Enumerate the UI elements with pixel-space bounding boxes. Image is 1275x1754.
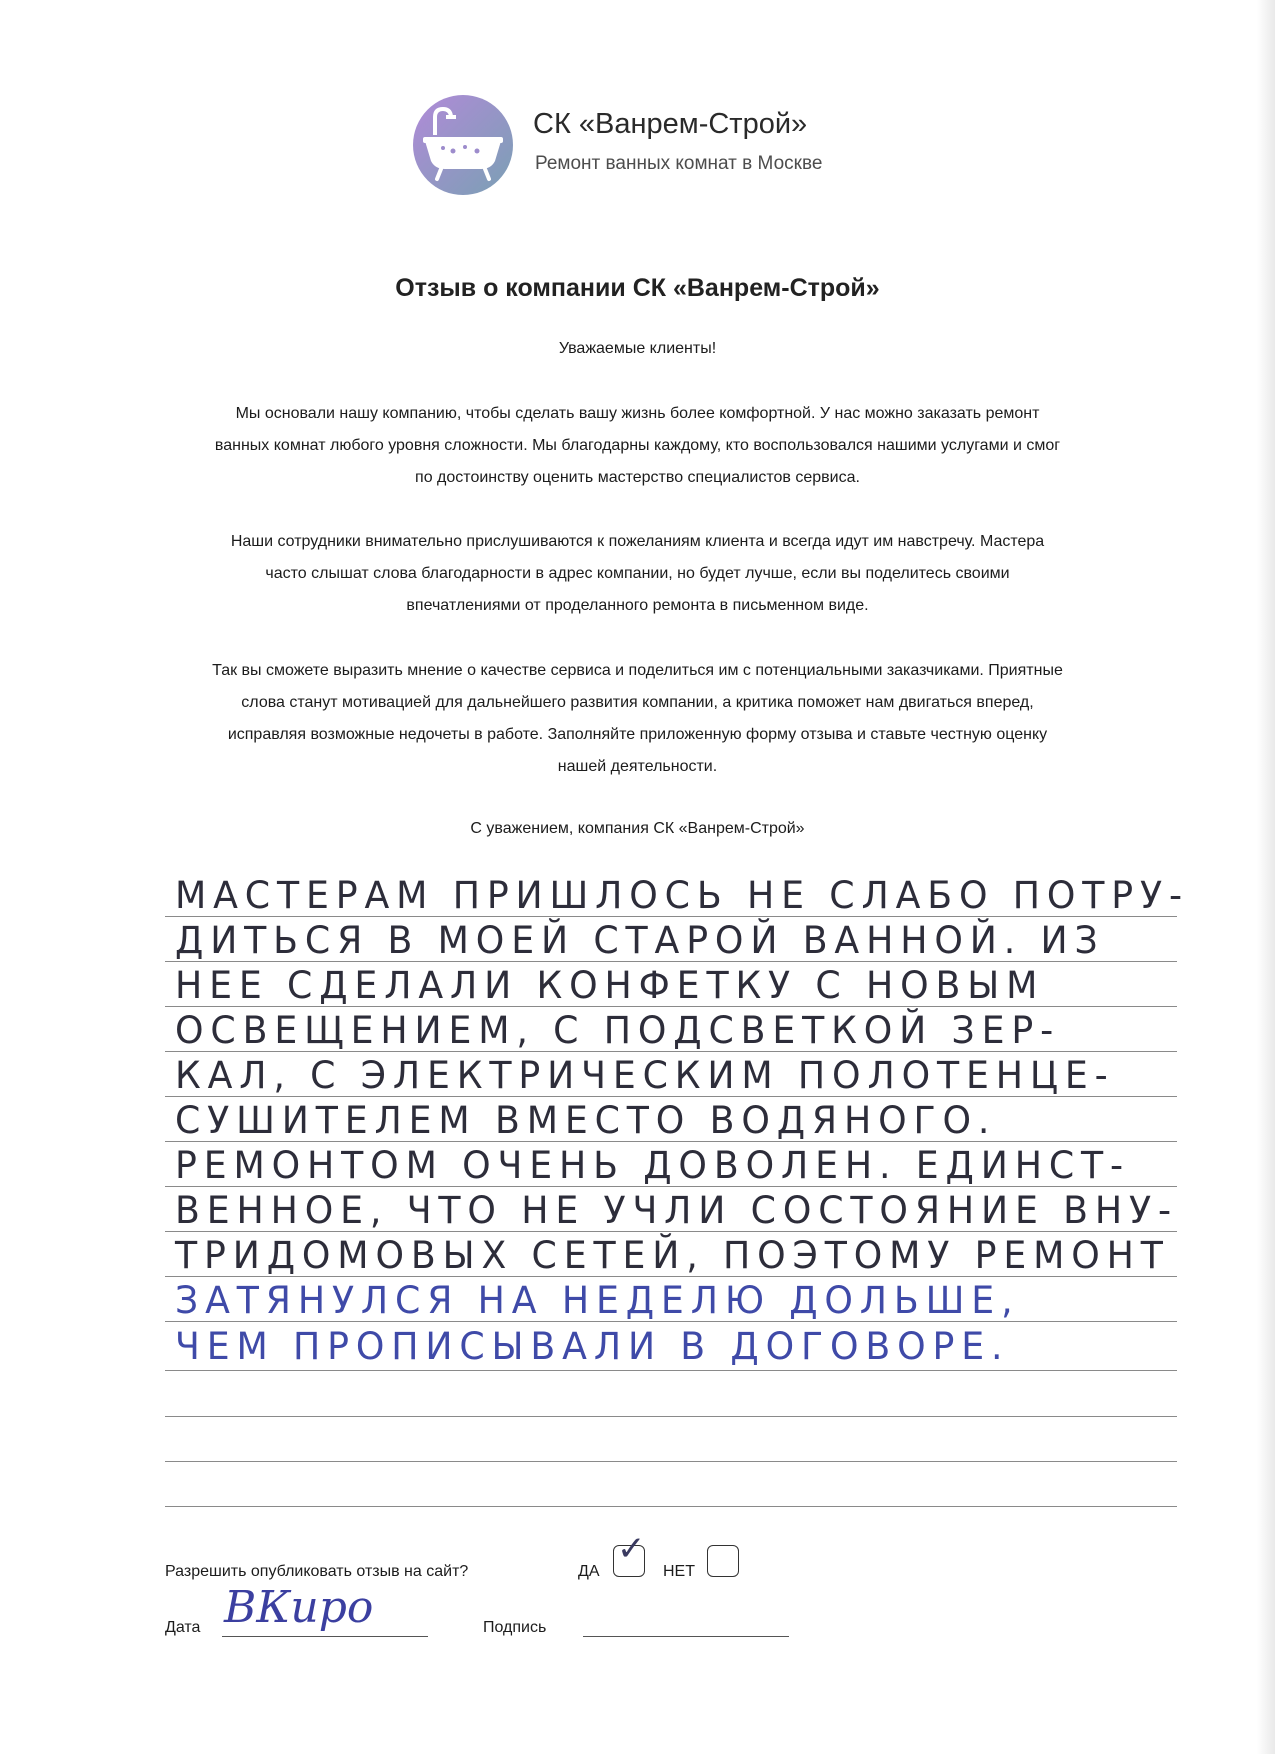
bathtub-logo xyxy=(413,95,513,195)
check-mark-icon: ✓ xyxy=(617,1530,646,1568)
paragraph-line: Мы основали нашу компанию, чтобы сделать вашу жизнь более комфортной. У нас можно заказать ремонт xyxy=(235,405,1040,422)
no-checkbox[interactable] xyxy=(707,1545,739,1577)
intro-paragraph-2 xyxy=(130,526,1145,622)
paragraph-line: исправляя возможные недочеты в работе. Заполняйте приложенную форму отзыва и ставьте честную оценку xyxy=(227,726,1048,743)
date-label: Дата xyxy=(165,1619,201,1636)
paragraph-line: нашей деятельности. xyxy=(557,758,718,775)
signature-line[interactable] xyxy=(583,1636,789,1637)
letter-signoff: С уважением, компания СК «Ванрем-Строй» xyxy=(470,820,805,837)
bathtub-icon xyxy=(413,95,513,195)
intro-paragraph-3 xyxy=(130,655,1145,783)
review-text-line: СУШИТЕЛЕМ ВМЕСТО ВОДЯНОГО. xyxy=(175,1099,997,1142)
review-text-line: МАСТЕРАМ ПРИШЛОСЬ НЕ СЛАБО ПОТРУ- xyxy=(175,874,1189,917)
ruled-line xyxy=(165,1416,1177,1417)
intro-paragraph-1 xyxy=(130,398,1145,494)
signature-label: Подпись xyxy=(483,1619,547,1636)
review-text-line: ДИТЬСЯ В МОЕЙ СТАРОЙ ВАННОЙ. ИЗ xyxy=(175,919,1105,962)
ruled-line xyxy=(165,1506,1177,1507)
date-handwritten: ВКиро xyxy=(224,1582,374,1633)
ruled-line xyxy=(165,1370,1177,1371)
greeting: Уважаемые клиенты! xyxy=(558,340,717,357)
brand-tagline: Ремонт ванных комнат в Москве xyxy=(535,153,823,174)
brand-name: СК «Ванрем-Строй» xyxy=(533,108,808,140)
paragraph-line: по достоинству оценить мастерство специалистов сервиса. xyxy=(415,469,860,486)
paragraph-line: часто слышат слова благодарности в адрес компании, но будет лучше, если вы поделитесь своими xyxy=(265,565,1010,582)
review-text-line: ОСВЕЩЕНИЕМ, С ПОДСВЕТКОЙ ЗЕР- xyxy=(175,1009,1061,1052)
publish-question: Разрешить опубликовать отзыв на сайт? xyxy=(165,1563,469,1580)
review-text-line: РЕМОНТОМ ОЧЕНЬ ДОВОЛЕН. ЕДИНСТ- xyxy=(175,1144,1130,1187)
paragraph-line: Так вы сможете выразить мнение о качестве сервиса и поделиться им с потенциальными заказчиками. Приятные xyxy=(212,662,1063,679)
paragraph-line: ванных комнат любого уровня сложности. Мы благодарны каждому, кто воспользовался нашими услугами и смог xyxy=(214,437,1061,454)
review-text-line: ТРИДОМОВЫХ СЕТЕЙ, ПОЭТОМУ РЕМОНТ xyxy=(175,1234,1170,1277)
yes-label: ДА xyxy=(578,1563,600,1580)
scan-edge-shadow xyxy=(1257,0,1275,1754)
yes-checkbox[interactable] xyxy=(613,1530,646,1577)
no-label: НЕТ xyxy=(663,1563,695,1580)
review-text-line: ВЕННОЕ, ЧТО НЕ УЧЛИ СОСТОЯНИЕ ВНУ- xyxy=(175,1189,1178,1232)
paragraph-line: впечатлениями от проделанного ремонта в письменном виде. xyxy=(406,597,869,614)
review-text-line: НЕЕ СДЕЛАЛИ КОНФЕТКУ С НОВЫМ xyxy=(175,964,1045,1007)
paragraph-line: Наши сотрудники внимательно прислушиваются к пожеланиям клиента и всегда идут им навстречу. Мастера xyxy=(230,533,1045,550)
review-text-line: ЧЕМ ПРОПИСЫВАЛИ В ДОГОВОРЕ. xyxy=(175,1325,1010,1368)
review-text-line: ЗАТЯНУЛСЯ НА НЕДЕЛЮ ДОЛЬШЕ, xyxy=(175,1279,1020,1322)
document-title: Отзыв о компании СК «Ванрем-Строй» xyxy=(395,274,880,302)
review-text-line: КАЛ, С ЭЛЕКТРИЧЕСКИМ ПОЛОТЕНЦЕ- xyxy=(175,1054,1115,1097)
ruled-line xyxy=(165,1461,1177,1462)
date-line[interactable] xyxy=(222,1636,428,1637)
paragraph-line: слова станут мотивацией для дальнейшего развития компании, а критика поможет нам двигаться вперед, xyxy=(241,694,1034,711)
